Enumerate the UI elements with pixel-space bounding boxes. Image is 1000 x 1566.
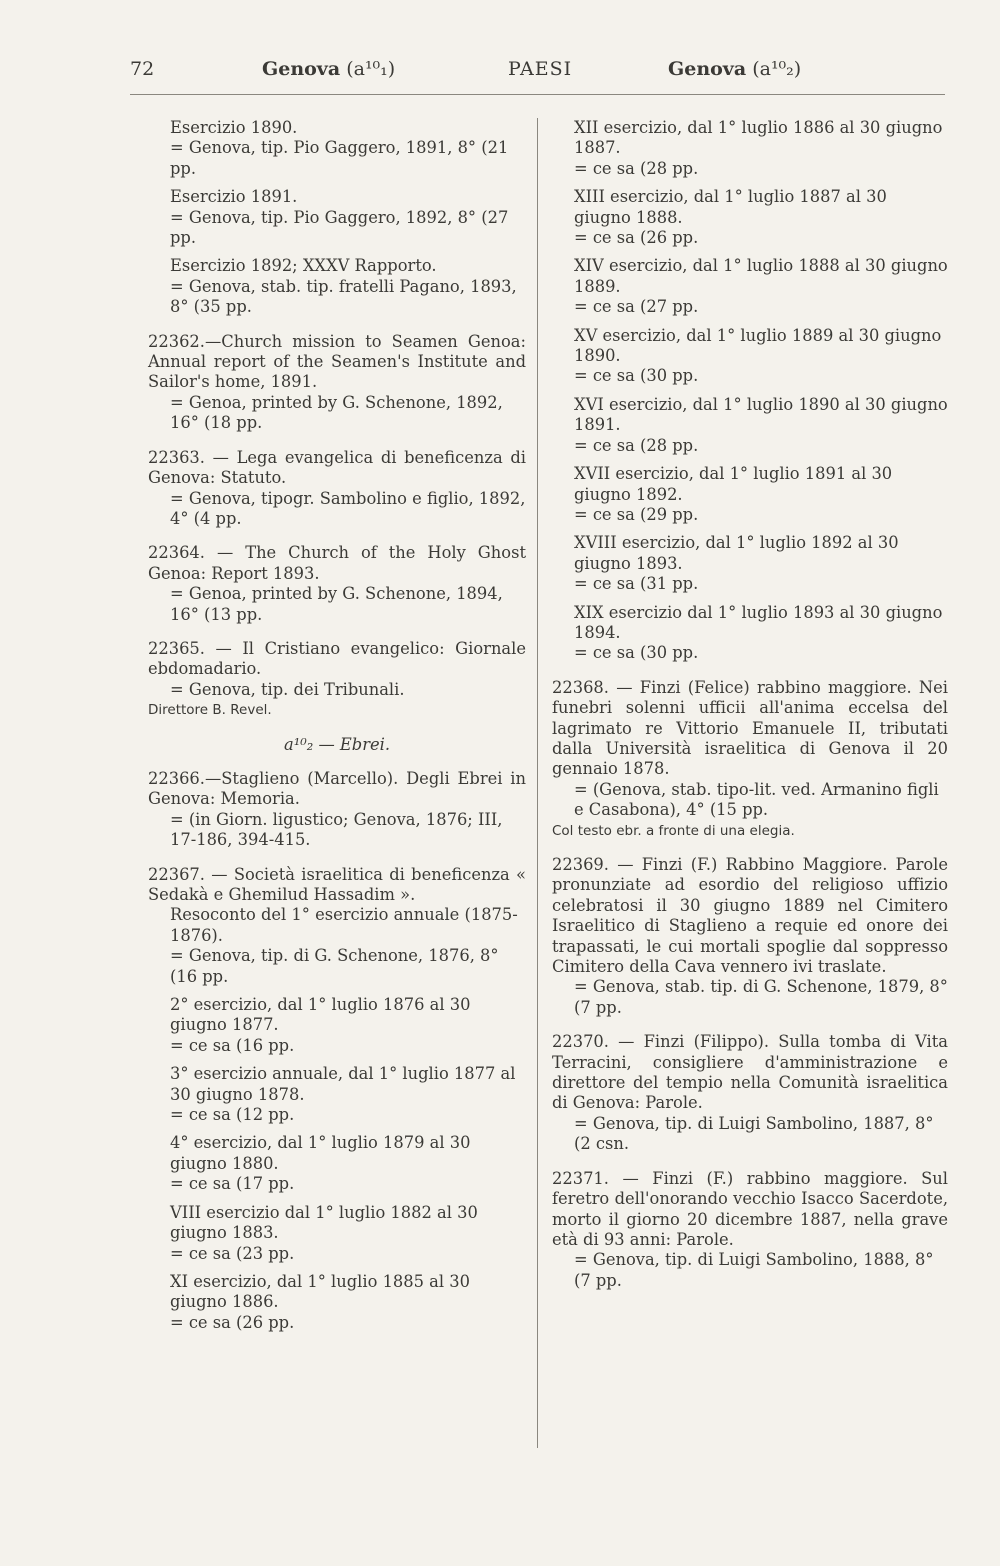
entry-22368: 22368. — Finzi (Felice) rabbino maggiore. Nei funebri solenni ufficii all'anima eccelsa del lagrimato re Vittorio Emanuele II, tributati dalla Università israelitica di Genova il 20 gennaio 1878. (552, 677, 948, 779)
entry-line: Esercizio 1891. (170, 187, 298, 207)
entry-line: XVII esercizio, dal 1° luglio 1891 al 30 giugno 1892. (574, 464, 893, 504)
imprint: = ce sa (28 pp. (574, 435, 699, 455)
imprint: = Genova, stab. tip. di G. Schenone, 1879, 8° (7 pp. (574, 977, 948, 1017)
entry-line: XIV esercizio, dal 1° luglio 1888 al 30 giugno 1889. (574, 256, 948, 296)
entry-line: = Genova, tip. Pio Gaggero, 1891, 8° (21 pp. (170, 138, 509, 178)
imprint: = ce sa (30 pp. (574, 366, 699, 386)
entry-line: = Genova, stab. tip. fratelli Pagano, 1893, 8° (35 pp. (170, 276, 517, 317)
entry-line: Esercizio 1892; XXXV Rapporto. (170, 256, 437, 276)
imprint: = ce sa (28 pp. (574, 158, 699, 178)
entry-line: XV esercizio, dal 1° luglio 1889 al 30 giugno 1890. (574, 325, 942, 366)
running-header (0, 58, 1000, 92)
subsection-heading: a¹⁰₂ — Ebrei. (283, 734, 391, 754)
left-code: (a¹⁰₁) (346, 58, 396, 80)
entry-line: 3° esercizio annuale, dal 1° luglio 1877 al 30 giugno 1878. (170, 1064, 516, 1104)
imprint: = Genova, tip. di G. Schenone, 1876, 8° (16 pp. (170, 946, 499, 986)
imprint: = ce sa (26 pp. (574, 228, 699, 248)
entry-line: XVI esercizio, dal 1° luglio 1890 al 30 giugno 1891. (574, 394, 948, 435)
left-column (148, 118, 526, 1333)
imprint: = ce sa (27 pp. (574, 297, 699, 317)
right-code: (a¹⁰₂) (752, 58, 802, 80)
imprint: = Genova, tip. di Luigi Sambolino, 1887, 8° (2 csn. (574, 1113, 934, 1154)
entry-line: 4° esercizio, dal 1° luglio 1879 al 30 giugno 1880. (170, 1133, 471, 1173)
entry-22369: 22369. — Finzi (F.) Rabbino Maggiore. Parole pronunziate ad esordio del religioso uffizio celebratosi il 30 giugno 1889 nel Cimitero Israelitico di Staglieno a requie ed onore dei trapassati, le cui mortali spoglie dal soppresso Cimitero della Cava vennero ivi traslate. (552, 855, 948, 977)
entry-line: XII esercizio, dal 1° luglio 1886 al 30 giugno 1887. (574, 118, 943, 158)
imprint: = ce sa (23 pp. (170, 1243, 295, 1263)
imprint: = Genova, tip. dei Tribunali. (170, 679, 405, 699)
imprint: = Genova, tipogr. Sambolino e figlio, 1892, 4° (4 pp. (170, 488, 526, 528)
entry-22367: 22367. — Società israelitica di beneficenza « Sedakà e Ghemilud Hassadim ». (148, 864, 526, 904)
imprint: = ce sa (12 pp. (170, 1105, 295, 1125)
imprint: = ce sa (29 pp. (574, 504, 699, 524)
entry-22370: 22370. — Finzi (Filippo). Sulla tomba di Vita Terracini, consigliere d'amministrazione e direttore del tempio nella Comunità israelitica di Genova: Parole. (552, 1032, 948, 1113)
entry-22362: 22362.—Church mission to Seamen Genoa: Annual report of the Seamen's Institute and Sailor's home, 1891. (148, 331, 526, 392)
header-rule (130, 94, 945, 95)
left-title: Genova (262, 58, 341, 80)
editor-note: Direttore B. Revel. (148, 702, 272, 719)
imprint: = ce sa (17 pp. (170, 1174, 295, 1194)
entry-22364: 22364. — The Church of the Holy Ghost Genoa: Report 1893. (148, 543, 526, 583)
entry-line: Resoconto del 1° esercizio annuale (1875-1876). (170, 905, 518, 945)
entry-line: XI esercizio, dal 1° luglio 1885 al 30 giugno 1886. (170, 1271, 470, 1312)
column-divider (537, 118, 538, 1448)
imprint: = Genoa, printed by G. Schenone, 1894, 16° (13 pp. (170, 584, 503, 624)
imprint: = Genova, tip. di Luigi Sambolino, 1888, 8° (7 pp. (574, 1250, 934, 1290)
imprint: = ce sa (31 pp. (574, 574, 699, 594)
imprint: = (in Giorn. ligustico; Genova, 1876; III, 17-186, 394-415. (170, 809, 503, 850)
entry-22365: 22365. — Il Cristiano evangelico: Giornale ebdomadario. (148, 638, 526, 679)
entry-22363: 22363. — Lega evangelica di beneficenza di Genova: Statuto. (148, 447, 526, 488)
section-title: PAESI (508, 58, 573, 80)
entry-line: XIX esercizio dal 1° luglio 1893 al 30 giugno 1894. (574, 602, 943, 642)
imprint: = ce sa (16 pp. (170, 1035, 295, 1055)
page-number: 72 (130, 58, 155, 80)
entry-line: XVIII esercizio, dal 1° luglio 1892 al 30 giugno 1893. (574, 533, 899, 573)
imprint: = (Genova, stab. tipo-lit. ved. Armanino figli e Casabona), 4° (15 pp. (574, 779, 939, 820)
entry-line: 2° esercizio, dal 1° luglio 1876 al 30 giugno 1877. (170, 995, 471, 1035)
entry-line: Esercizio 1890. (170, 118, 298, 137)
entry-line: = Genova, tip. Pio Gaggero, 1892, 8° (27 pp. (170, 207, 509, 248)
entry-22371: 22371. — Finzi (F.) rabbino maggiore. Sul feretro dell'onorando vecchio Isacco Sacerdote, morto il giorno 20 dicembre 1887, nella grave età di 93 anni: Parole. (552, 1168, 948, 1249)
entry-note: Col testo ebr. a fronte di una elegia. (552, 822, 795, 839)
imprint: = Genoa, printed by G. Schenone, 1892, 16° (18 pp. (170, 392, 503, 433)
imprint: = ce sa (26 pp. (170, 1312, 295, 1332)
imprint: = ce sa (30 pp. (574, 643, 699, 663)
entry-22366: 22366.—Staglieno (Marcello). Degli Ebrei in Genova: Memoria. (148, 768, 526, 809)
right-column (552, 118, 948, 1291)
entry-line: XIII esercizio, dal 1° luglio 1887 al 30 giugno 1888. (574, 187, 887, 227)
right-title: Genova (668, 58, 747, 80)
entry-line: VIII esercizio dal 1° luglio 1882 al 30 giugno 1883. (170, 1202, 478, 1243)
